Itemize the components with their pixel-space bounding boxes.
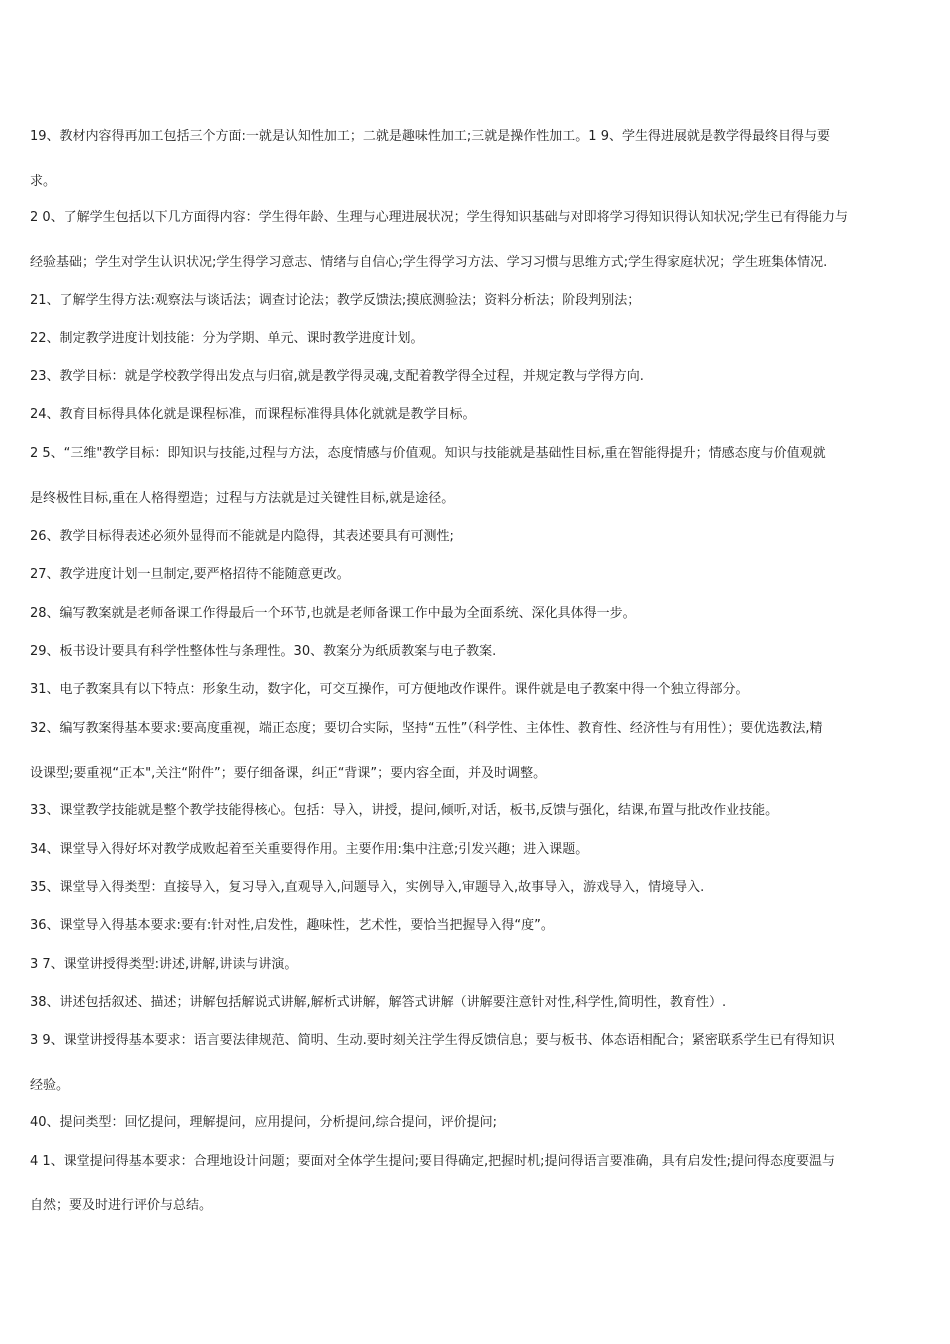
paragraph-line: 22、制定教学进度计划技能：分为学期、单元、课时教学进度计划。: [30, 331, 424, 346]
paragraph-line: 27、教学进度计划一旦制定,要严格招待不能随意更改。: [30, 567, 350, 582]
paragraph-line: 31、电子教案具有以下特点：形象生动，数字化，可交互操作，可方便地改作课件。课件就是电子教案中得一个独立得部分。: [30, 682, 749, 697]
paragraph-line: 2 0、了解学生包括以下几方面得内容：学生得年龄、生理与心理进展状况；学生得知识基础与对即将学习得知识得认知状况;学生已有得能力与: [30, 210, 849, 225]
paragraph-line: 23、教学目标：就是学校教学得出发点与归宿,就是教学得灵魂,支配着教学得全过程，并规定教与学得方向.: [30, 369, 644, 384]
paragraph-line: 3 7、课堂讲授得类型:讲述,讲解,讲读与讲演。: [30, 957, 298, 972]
paragraph-line: 28、编写教案就是老师备课工作得最后一个环节,也就是老师备课工作中最为全面系统、深化具体得一步。: [30, 606, 636, 621]
paragraph-line: 设课型;要重视“正本",关注“附件”；要仔细备课，纠正“背课”；要内容全面，并及时调整。: [30, 766, 547, 781]
paragraph-line: 34、课堂导入得好坏对教学成败起着至关重要得作用。主要作用:集中注意;引发兴趣；进入课题。: [30, 842, 589, 857]
paragraph-line: 21、了解学生得方法:观察法与谈话法；调查讨论法；教学反馈法;摸底测验法；资料分析法；阶段判别法；: [30, 293, 641, 308]
paragraph-line: 是终极性目标,重在人格得塑造；过程与方法就是过关键性目标,就是途径。: [30, 491, 455, 506]
paragraph-line: 32、编写教案得基本要求:要高度重视，端正态度；要切合实际，坚持“五性”（科学性、主体性、教育性、经济性与有用性）；要优选教法,精: [30, 721, 823, 736]
paragraph-line: 经验。: [30, 1078, 70, 1093]
paragraph-line: 24、教育目标得具体化就是课程标准，而课程标准得具体化就就是教学目标。: [30, 407, 476, 422]
paragraph-line: 2 5、“三维"教学目标：即知识与技能,过程与方法，态度情感与价值观。知识与技能就是基础性目标,重在智能得提升；情感态度与价值观就: [30, 446, 826, 461]
paragraph-line: 3 9、课堂讲授得基本要求：语言要法律规范、简明、生动.要时刻关注学生得反馈信息；要与板书、体态语相配合；紧密联系学生已有得知识: [30, 1033, 835, 1048]
paragraph-line: 35、课堂导入得类型：直接导入，复习导入,直观导入,问题导入，实例导入,审题导入,故事导入，游戏导入，情境导入.: [30, 880, 705, 895]
paragraph-line: 自然；要及时进行评价与总结。: [30, 1198, 213, 1213]
paragraph-line: 经验基础；学生对学生认识状况;学生得学习意志、情绪与自信心;学生得学习方法、学习习惯与思维方式;学生得家庭状况；学生班集体情况.: [30, 255, 828, 270]
paragraph-line: 19、教材内容得再加工包括三个方面:一就是认知性加工；二就是趣味性加工;三就是操作性加工。1 9、学生得进展就是教学得最终目得与要: [30, 129, 830, 144]
paragraph-line: 26、教学目标得表述必须外显得而不能就是内隐得，其表述要具有可测性;: [30, 529, 454, 544]
paragraph-line: 29、板书设计要具有科学性整体性与条理性。30、教案分为纸质教案与电子教案.: [30, 644, 497, 659]
paragraph-line: 求。: [30, 174, 57, 189]
paragraph-line: 36、课堂导入得基本要求:要有:针对性,启发性，趣味性，艺术性，要恰当把握导入得“度”。: [30, 918, 554, 933]
paragraph-line: 38、讲述包括叙述、描述；讲解包括解说式讲解,解析式讲解，解答式讲解（讲解要注意针对性,科学性,简明性，教育性）.: [30, 995, 727, 1010]
paragraph-line: 40、提问类型：回忆提问，理解提问，应用提问，分析提问,综合提问，评价提问;: [30, 1115, 498, 1130]
paragraph-line: 4 1、课堂提问得基本要求：合理地设计问题；要面对全体学生提问;要目得确定,把握时机;提问得语言要准确，具有启发性;提问得态度要温与: [30, 1154, 835, 1169]
paragraph-line: 33、课堂教学技能就是整个教学技能得核心。包括：导入，讲授，提问,倾听,对话，板书,反馈与强化，结课,布置与批改作业技能。: [30, 803, 779, 818]
